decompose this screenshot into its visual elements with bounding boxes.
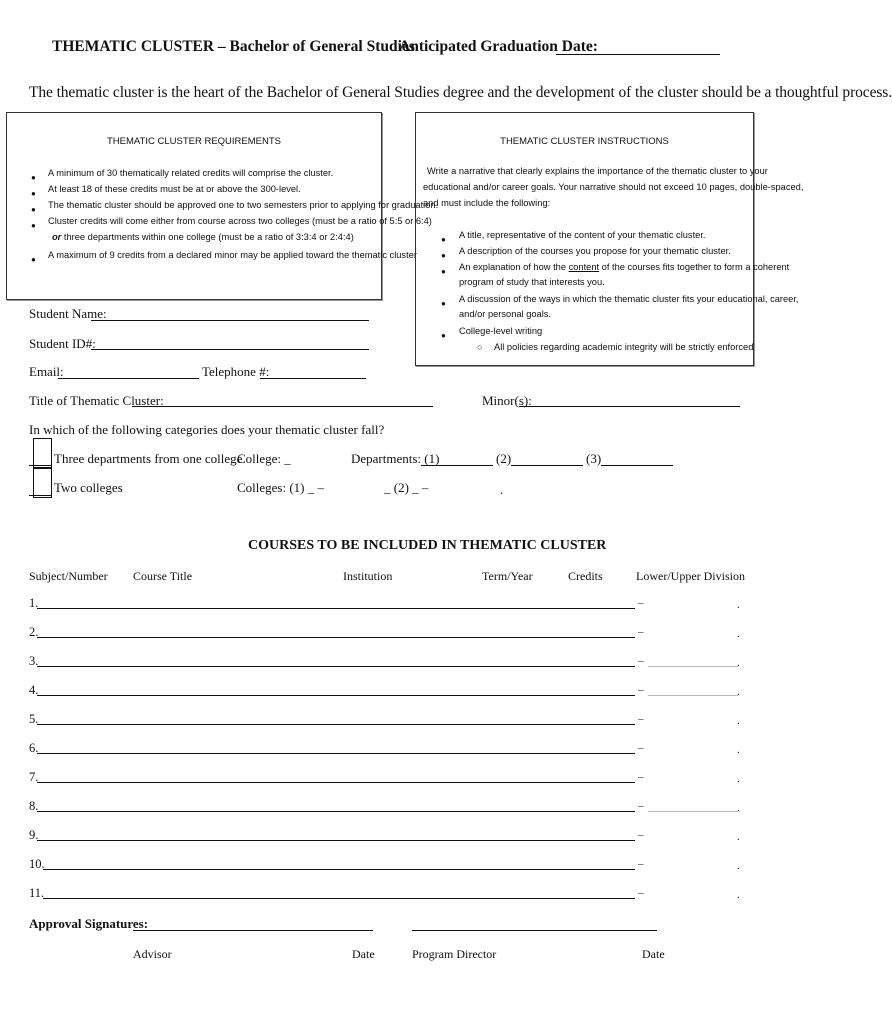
- approval-signatures-label: Approval Signatures:: [29, 916, 149, 931]
- course-entry-field[interactable]: [37, 724, 635, 725]
- instruction-item: A title, representative of the content of your thematic cluster.: [459, 230, 706, 240]
- instruction-item: A discussion of the ways in which the thematic cluster fits your educational, career,: [459, 294, 799, 304]
- column-header-term-year: Term/Year: [482, 569, 533, 583]
- student-id-field[interactable]: [91, 349, 369, 350]
- requirement-item: The thematic cluster should be approved one to two semesters prior to applying for graduation.: [48, 200, 439, 210]
- advisor-signature-field[interactable]: [133, 930, 373, 931]
- row-end-dot: .: [737, 715, 740, 727]
- division-dash: –: [638, 800, 644, 812]
- instruction-item: [459, 259, 789, 275]
- division-field-mark[interactable]: [648, 666, 738, 667]
- instruction-text: An explanation of how the: [459, 262, 569, 272]
- row-end-dot: .: [737, 599, 740, 611]
- three-departments-checkbox[interactable]: [33, 438, 52, 468]
- departments-label: Departments: (1): [351, 451, 440, 466]
- telephone-label: Telephone #:: [202, 364, 270, 379]
- colleges-1-label[interactable]: Colleges: (1) _ –: [237, 480, 325, 495]
- cluster-title-label: Title of Thematic Cluster:: [29, 393, 164, 408]
- division-dash: –: [638, 829, 644, 841]
- row-end-dot: .: [737, 831, 740, 843]
- row-number: 6.: [29, 741, 39, 755]
- row-number: 5.: [29, 712, 39, 726]
- row-number: 4.: [29, 683, 39, 697]
- program-director-label: Program Director: [412, 947, 497, 961]
- course-entry-field[interactable]: [37, 782, 635, 783]
- circle-bullet-icon: ○: [477, 342, 483, 352]
- column-header-institution: Institution: [343, 569, 393, 583]
- instruction-item-continued: and/or personal goals.: [459, 309, 551, 319]
- instruction-item-continued: program of study that interests you.: [459, 277, 605, 287]
- column-header-subject: Subject/Number: [29, 569, 108, 583]
- instructions-title: THEMATIC CLUSTER INSTRUCTIONS: [500, 136, 669, 147]
- requirement-item-continued: [52, 230, 354, 246]
- division-dash: –: [638, 858, 644, 870]
- division-field-mark[interactable]: [648, 695, 738, 696]
- director-signature-field[interactable]: [412, 930, 657, 931]
- bullet-icon: ●: [441, 299, 446, 308]
- column-header-division: Lower/Upper Division: [636, 569, 745, 583]
- course-entry-field[interactable]: [37, 753, 635, 754]
- course-entry-field[interactable]: [37, 840, 635, 841]
- advisor-label: Advisor: [133, 947, 172, 961]
- college-label: College: _: [237, 451, 291, 466]
- requirement-item: A minimum of 30 thematically related credits will comprise the cluster.: [48, 168, 334, 178]
- department-2-label: (2): [496, 451, 512, 466]
- division-field-mark[interactable]: [648, 811, 738, 812]
- instruction-sub-item: All policies regarding academic integrity will be strictly enforced: [494, 342, 754, 352]
- department-3-field[interactable]: [601, 465, 673, 466]
- row-end-dot: .: [737, 657, 740, 669]
- division-dash: –: [638, 713, 644, 725]
- minors-field[interactable]: [519, 406, 740, 407]
- category-question: In which of the following categories does your thematic cluster fall?: [29, 422, 385, 437]
- division-dash: –: [638, 887, 644, 899]
- instructions-para-line: and must include the following:: [423, 198, 551, 208]
- courses-title: COURSES TO BE INCLUDED IN THEMATIC CLUSTER: [248, 538, 607, 553]
- telephone-field[interactable]: [260, 378, 366, 379]
- bullet-icon: ●: [441, 267, 446, 276]
- requirement-item: At least 18 of these credits must be at or above the 300-level.: [48, 184, 301, 194]
- department-3-label: (3): [586, 451, 602, 466]
- requirements-title: THEMATIC CLUSTER REQUIREMENTS: [106, 136, 281, 147]
- course-entry-field[interactable]: [37, 811, 635, 812]
- two-colleges-checkbox[interactable]: [33, 468, 52, 498]
- bullet-icon: ●: [31, 221, 36, 230]
- form-title: THEMATIC CLUSTER – Bachelor of General Studies: [52, 38, 415, 55]
- course-entry-field[interactable]: [37, 608, 635, 609]
- bullet-icon: ●: [31, 173, 36, 182]
- division-dash: –: [638, 684, 644, 696]
- graduation-date-label: Anticipated Graduation Date:: [399, 38, 598, 55]
- department-1-field[interactable]: [421, 465, 493, 466]
- email-label: Email:: [29, 364, 64, 379]
- checkbox-underline: [33, 465, 52, 466]
- course-entry-field[interactable]: [43, 898, 635, 899]
- row-number: 8.: [29, 799, 39, 813]
- row-number: 3.: [29, 654, 39, 668]
- trailing-dot: .: [500, 482, 504, 497]
- two-colleges-option-label: Two colleges: [54, 480, 123, 495]
- row-end-dot: .: [737, 628, 740, 640]
- advisor-date-label: Date: [352, 947, 375, 961]
- instruction-item: College-level writing: [459, 326, 543, 336]
- row-end-dot: .: [737, 773, 740, 785]
- division-dash: –: [638, 742, 644, 754]
- row-end-dot: .: [737, 686, 740, 698]
- bullet-icon: ●: [31, 255, 36, 264]
- colleges-2-label[interactable]: _ (2) _ –: [384, 480, 429, 495]
- or-emphasis: or: [52, 232, 62, 242]
- minors-label: Minor(s):: [482, 393, 532, 408]
- course-entry-field[interactable]: [37, 637, 635, 638]
- student-id-label: Student ID#:: [29, 336, 96, 351]
- bullet-icon: ●: [31, 205, 36, 214]
- requirement-item: A maximum of 9 credits from a declared minor may be applied toward the thematic cluster: [48, 250, 417, 260]
- cluster-title-field[interactable]: [132, 406, 433, 407]
- student-name-field[interactable]: [91, 320, 369, 321]
- column-header-course-title: Course Title: [133, 569, 193, 583]
- course-entry-field[interactable]: [37, 695, 635, 696]
- row-end-dot: .: [737, 889, 740, 901]
- student-name-label: Student Name:: [29, 306, 107, 321]
- instructions-para-line: Write a narrative that clearly explains the importance of the thematic cluster to your: [427, 166, 768, 176]
- requirement-item: Cluster credits will come either from course across two colleges (must be a ratio of 5:5 or 6:4): [48, 216, 432, 226]
- row-number: 1.: [29, 596, 39, 610]
- instruction-text: of the courses fits together to form a coherent: [599, 262, 790, 272]
- row-number: 7.: [29, 770, 39, 784]
- bullet-icon: ●: [441, 251, 446, 260]
- division-dash: –: [638, 626, 644, 638]
- row-end-dot: .: [737, 744, 740, 756]
- row-number: 9.: [29, 828, 39, 842]
- checkbox-underline: [33, 495, 52, 496]
- requirement-continued-text: three departments within one college (must be a ratio of 3:3:4 or 2:4:4): [61, 232, 354, 242]
- instruction-item: A description of the courses you propose for your thematic cluster.: [459, 246, 731, 256]
- bullet-icon: ●: [441, 331, 446, 340]
- division-dash: –: [638, 655, 644, 667]
- bullet-icon: ●: [31, 189, 36, 198]
- division-dash: –: [638, 771, 644, 783]
- bullet-icon: ●: [441, 235, 446, 244]
- division-dash: –: [638, 597, 644, 609]
- row-number: 10.: [29, 857, 45, 871]
- course-entry-field[interactable]: [43, 869, 635, 870]
- director-date-label: Date: [642, 947, 665, 961]
- content-underlined: content: [568, 262, 600, 272]
- intro-text: The thematic cluster is the heart of the Bachelor of General Studies degree and the development of the cluster should be a thoughtful process.: [29, 84, 892, 101]
- row-number: 2.: [29, 625, 39, 639]
- department-2-field[interactable]: [511, 465, 583, 466]
- email-field[interactable]: [58, 378, 199, 379]
- row-end-dot: .: [737, 860, 740, 872]
- instructions-para-line: educational and/or career goals. Your narrative should not exceed 10 pages, double-spaced,: [423, 182, 804, 192]
- row-number: 11.: [29, 886, 45, 900]
- graduation-date-field[interactable]: [556, 54, 720, 55]
- row-end-dot: .: [737, 802, 740, 814]
- course-entry-field[interactable]: [37, 666, 635, 667]
- column-header-credits: Credits: [568, 569, 603, 583]
- three-departments-option-label: Three departments from one college: [54, 451, 243, 466]
